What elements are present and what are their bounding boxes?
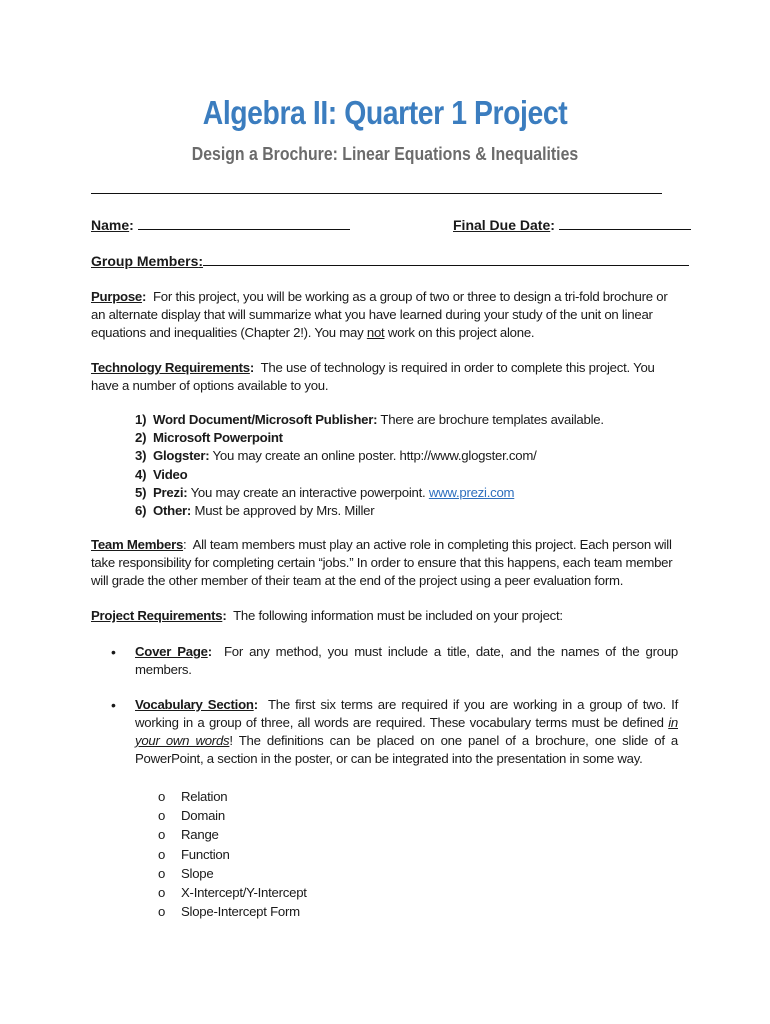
technology-option: 2) Microsoft Powerpoint	[135, 430, 283, 446]
technology-option: 6) Other: Must be approved by Mrs. Miller	[135, 503, 375, 519]
technology-option: 5) Prezi: You may create an interactive powerpoint. www.prezi.com	[135, 484, 515, 500]
vocabulary-requirement: Vocabulary Section: The first six terms are required if you are working in a group of two. If working in a group of three, all words are required. These vocabulary terms must be defined in your own words! The definitions can be placed on one panel of a brochure, one slide of a PowerPoint, a section in the poster, or can be integrated into the presentation in some way.	[135, 697, 678, 766]
purpose-emphasis: not	[366, 325, 385, 340]
due-date-blank	[559, 216, 691, 230]
vocabulary-label: Vocabulary Section	[135, 697, 254, 712]
project-requirements-intro: Project Requirements: The following information must be included on your project:	[91, 608, 563, 623]
group-members-label: Group Members	[91, 253, 199, 269]
vocabulary-term: o Relation	[158, 789, 228, 804]
title-divider	[91, 193, 662, 194]
team-paragraph: Team Members: All team members must play an active role in completing this project. Each person will take responsibility for completing certain “jobs.” In order to ensure that this happens, each team member will grade the other member of their team at the end of the project using a peer evaluation form.	[91, 537, 673, 588]
group-members-blank	[203, 252, 689, 266]
vocabulary-term: o Function	[158, 846, 230, 862]
technology-label: Technology Requirements	[91, 360, 250, 375]
vocabulary-emphasis: in your own words	[135, 715, 678, 748]
technology-option: 3) Glogster: You may create an online poster. http://www.glogster.com/	[135, 448, 537, 464]
document-title: Algebra II: Quarter 1 Project	[202, 94, 568, 131]
cover-page-label: Cover Page	[135, 644, 208, 659]
vocabulary-terms-list	[158, 787, 307, 921]
prezi-link[interactable]: www.prezi.com	[428, 484, 515, 500]
document-subtitle: Design a Brochure: Linear Equations & Inequalities	[191, 144, 579, 164]
vocabulary-term: o Domain	[158, 808, 225, 824]
technology-option: 4) Video	[135, 466, 188, 482]
name-blank	[138, 216, 350, 230]
technology-options-list	[135, 411, 604, 520]
name-field-row: Name:	[91, 216, 350, 234]
technology-paragraph: Technology Requirements: The use of technology is required in order to complete this project. You have a number of options available to you.	[91, 360, 655, 393]
vocabulary-term: o Slope	[158, 865, 214, 881]
vocabulary-term: o X-Intercept/Y-Intercept	[158, 885, 307, 901]
due-date-label: Final Due Date	[453, 217, 551, 233]
project-requirements-label: Project Requirements	[91, 608, 223, 623]
bullet-icon: •	[111, 644, 116, 660]
vocabulary-term: o Slope-Intercept Form	[158, 904, 300, 920]
team-label: Team Members	[91, 537, 184, 552]
bullet-icon: •	[111, 697, 116, 713]
name-label: Name	[91, 217, 130, 233]
cover-page-requirement: Cover Page: For any method, you must include a title, date, and the names of the group members.	[135, 644, 678, 677]
purpose-label: Purpose	[91, 289, 143, 304]
technology-option: 1) Word Document/Microsoft Publisher: There are brochure templates available.	[135, 412, 604, 427]
group-members-row: Group Members:	[91, 252, 689, 270]
due-date-row: Final Due Date:	[453, 216, 691, 234]
purpose-paragraph: Purpose: For this project, you will be working as a group of two or three to design a tri-fold brochure or an alternate display that will summarize what you have learned during your study of the unit on linear equations and inequalities (Chapter 2!). You may not work on this project alone.	[91, 289, 668, 340]
vocabulary-term: o Range	[158, 827, 219, 843]
